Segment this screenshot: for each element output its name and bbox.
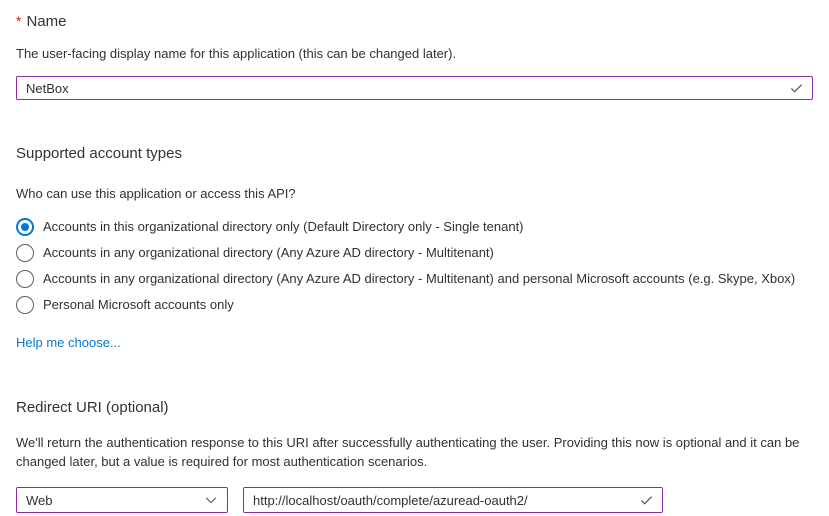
radio-option-label: Personal Microsoft accounts only — [43, 297, 234, 312]
account-types-question: Who can use this application or access this API? — [16, 186, 296, 201]
supported-account-types-section — [16, 144, 813, 352]
radio-button-icon — [16, 218, 34, 236]
name-section-title — [16, 11, 813, 32]
radio-option-single-tenant[interactable] — [16, 214, 813, 240]
redirect-uri-description: We'll return the authentication response to this URI after successfully authenticating the user. Providing this now is optional and it can be changed later, but a value is required for most authentication scenarios. — [16, 435, 800, 469]
radio-button-icon — [16, 270, 34, 288]
required-asterisk: * — [16, 13, 22, 29]
radio-button-icon — [16, 244, 34, 262]
redirect-uri-row — [16, 487, 813, 513]
name-section — [16, 11, 813, 100]
radio-button-icon — [16, 296, 34, 314]
radio-option-label: Accounts in any organizational directory (Any Azure AD directory - Multitenant) — [43, 245, 494, 260]
radio-option-multitenant-personal[interactable] — [16, 266, 813, 292]
redirect-uri-input-wrap — [243, 487, 663, 513]
account-types-title: Supported account types — [16, 145, 182, 162]
name-input-wrap — [16, 76, 813, 100]
platform-select-value: Web — [26, 492, 53, 508]
redirect-uri-input[interactable] — [243, 487, 663, 513]
help-me-choose-link[interactable]: Help me choose... — [16, 335, 121, 350]
redirect-uri-section — [16, 398, 813, 513]
chevron-down-icon — [204, 493, 218, 507]
name-input[interactable] — [16, 76, 813, 100]
account-types-radio-group — [16, 214, 813, 318]
radio-option-label: Accounts in any organizational directory (Any Azure AD directory - Multitenant) and personal Microsoft accounts (e.g. Skype, Xbox) — [43, 271, 796, 286]
redirect-uri-title: Redirect URI (optional) — [16, 399, 169, 416]
platform-select-dropdown[interactable] — [16, 487, 228, 513]
radio-option-multitenant[interactable] — [16, 240, 813, 266]
name-title-text: Name — [26, 13, 67, 30]
radio-option-personal-only[interactable] — [16, 292, 813, 318]
name-description: The user-facing display name for this application (this can be changed later). — [16, 46, 457, 61]
radio-option-label: Accounts in this organizational directory only (Default Directory only - Single tenant) — [43, 219, 524, 234]
